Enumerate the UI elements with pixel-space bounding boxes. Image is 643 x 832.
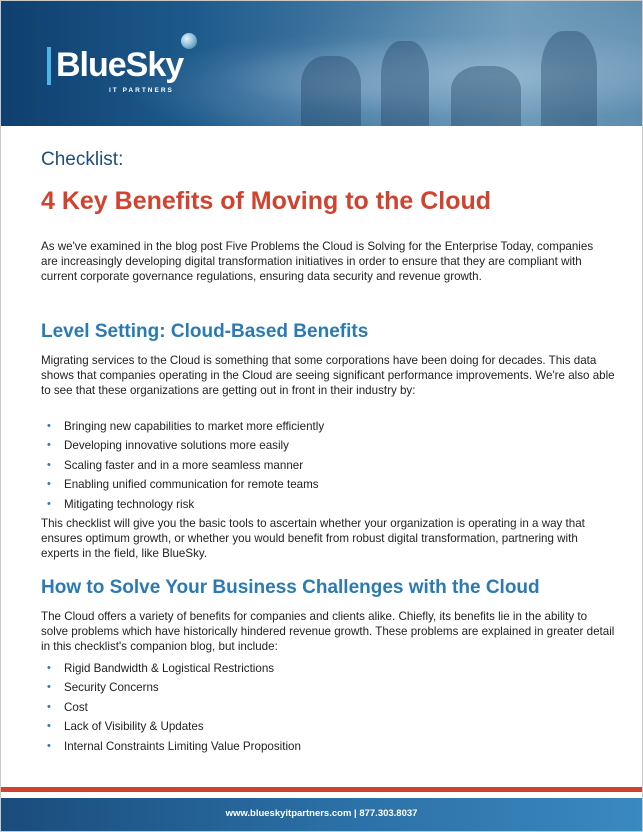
list-item	[41, 737, 301, 756]
list-item	[41, 417, 324, 436]
list-item-text: Developing innovative solutions more easily	[64, 439, 289, 453]
bullet-dot-icon: •	[47, 478, 51, 491]
footer-divider	[1, 787, 642, 792]
list-item	[41, 678, 301, 697]
list-item-text: Security Concerns	[64, 681, 159, 695]
company-logo	[47, 43, 217, 101]
challenges-list	[41, 659, 301, 756]
list-item-text: Lack of Visibility & Updates	[64, 720, 204, 734]
banner-figure	[541, 31, 597, 126]
list-item-text: Bringing new capabilities to market more efficiently	[64, 420, 325, 433]
bullet-dot-icon: •	[47, 681, 51, 694]
list-item-text: Scaling faster and in a more seamless manner	[64, 458, 304, 472]
bullet-dot-icon: •	[47, 662, 51, 674]
footer-bar	[1, 798, 642, 832]
list-item-text: Cost	[64, 700, 88, 714]
section-paragraph-benefits: Migrating services to the Cloud is something that some corporations have been doing for decades. This data shows that companies operating in the Cloud are seeing significant performance improvements. We're also able to see that these organizations are getting out in front in their industry by:	[41, 354, 615, 397]
bullet-dot-icon: •	[47, 700, 51, 713]
footer-contact[interactable]: www.blueskyitpartners.com | 877.303.8037	[225, 808, 418, 819]
list-item	[41, 475, 324, 494]
list-item-text: Mitigating technology risk	[64, 497, 195, 511]
section-heading-benefits: Level Setting: Cloud-Based Benefits	[41, 321, 369, 342]
list-item	[41, 436, 324, 455]
section-heading-challenges: How to Solve Your Business Challenges with the Cloud	[41, 577, 540, 598]
document-kicker: Checklist:	[41, 149, 124, 170]
section-closing-paragraph: This checklist will give you the basic tools to ascertain whether your organization is operating in a way that ensures optimum growth, or whether you would benefit from robust digital transformation, partnering with experts in the field, like BlueSky.	[41, 517, 585, 560]
section-paragraph-challenges: The Cloud offers a variety of benefits for companies and clients alike. Chiefly, its benefits lie in the ability to solve problems which have historically hindered revenue growth. These problems are explained in greater detail in this checklist's companion blog, but include:	[41, 610, 615, 653]
banner-figure	[301, 56, 361, 126]
list-item	[41, 698, 301, 717]
benefits-list	[41, 417, 324, 514]
logo-accent-bar	[47, 47, 51, 85]
banner-figure	[451, 66, 521, 126]
banner-figure	[381, 41, 429, 126]
bullet-dot-icon: •	[47, 458, 51, 471]
logo-wordmark: BlueSky	[56, 46, 184, 84]
list-item-text: Enabling unified communication for remote teams	[64, 478, 319, 492]
list-item	[41, 456, 324, 475]
bullet-dot-icon: •	[47, 420, 51, 432]
list-item-text: Rigid Bandwidth & Logistical Restrictions	[64, 662, 275, 675]
header-banner	[1, 1, 642, 126]
document-title: 4 Key Benefits of Moving to the Cloud	[41, 187, 492, 215]
globe-orb-icon	[181, 33, 197, 49]
list-item	[41, 495, 324, 514]
bullet-dot-icon: •	[47, 720, 51, 733]
intro-paragraph: As we've examined in the blog post Five Problems the Cloud is Solving for the Enterprise Today, companies are increasingly developing digital transformation initiatives in order to ensure that they are compliant with current corporate governance regulations, ensuring data security and revenue growth.	[41, 240, 594, 283]
list-item-text: Internal Constraints Limiting Value Proposition	[64, 739, 301, 753]
bullet-dot-icon: •	[47, 439, 51, 452]
bullet-dot-icon: •	[47, 739, 51, 752]
logo-subtitle: IT PARTNERS	[109, 87, 174, 94]
bullet-dot-icon: •	[47, 497, 51, 510]
list-item	[41, 717, 301, 736]
list-item	[41, 659, 301, 678]
